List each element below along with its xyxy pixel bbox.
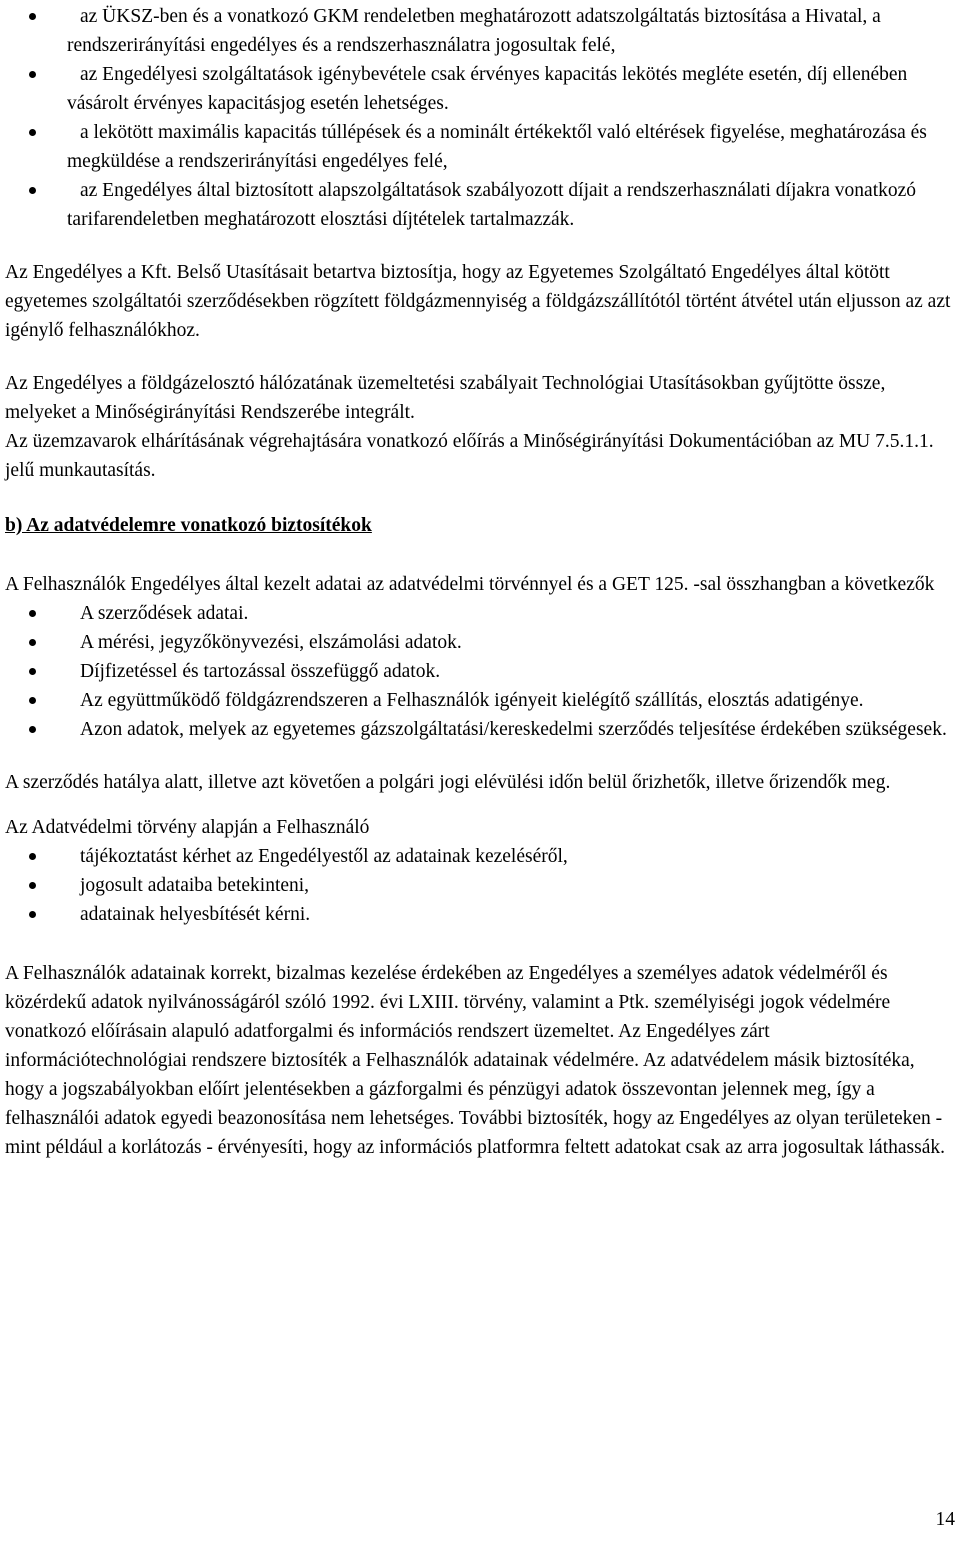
list-item: az Engedélyes által biztosított alapszolgáltatások szabályozott díjait a rendszerhasználati díjakra vonatkozó tarifarendeletben meghatározott elosztási díjtételek tartalmazzák. <box>5 176 953 234</box>
paragraph-law: Az Adatvédelmi törvény alapján a Felhasználó <box>5 817 370 838</box>
document-page <box>5 2 953 1162</box>
bullet-list-data-types <box>5 599 953 744</box>
bullet-list-services <box>5 2 953 234</box>
bullet-list-rights <box>5 842 953 929</box>
page-number: 14 <box>935 1509 955 1530</box>
list-item: adatainak helyesbítését kérni. <box>5 900 953 929</box>
paragraph-retention: A szerződés hatálya alatt, illetve azt követően a polgári jogi elévülési időn belül őrizhetők, illetve őrizendők meg. <box>5 772 891 793</box>
list-item: A szerződések adatai. <box>5 599 953 628</box>
list-item: az ÜKSZ-ben és a vonatkozó GKM rendeletben meghatározott adatszolgáltatás biztosítása a Hivatal, a rendszerirányítási engedélyes és a rendszerhasználatra jogosultak felé, <box>5 2 953 60</box>
paragraph-technology: Az Engedélyes a földgázelosztó hálózatának üzemeltetési szabályait Technológiai Utasításokban gyűjtötte össze, melyeket a Minőségirányítási Rendszerébe integrált. <box>5 373 886 423</box>
paragraph-outage: Az üzemzavarok elhárításának végrehajtására vonatkozó előírás a Minőségirányítási Dokumentációban az MU 7.5.1.1. jelű munkautasítás. <box>5 431 934 481</box>
list-item: Azon adatok, melyek az egyetemes gázszolgáltatási/kereskedelmi szerződés teljesítése érdekében szükségesek. <box>5 715 953 744</box>
section-heading-data-protection: b) Az adatvédelemre vonatkozó biztosítékok <box>5 515 372 536</box>
paragraph-data-scope: A Felhasználók Engedélyes által kezelt adatai az adatvédelmi törvénnyel és a GET 125. -sal összhangban a következők <box>5 574 935 595</box>
list-item: a lekötött maximális kapacitás túllépések és a nominált értékektől való eltérések figyelése, meghatározása és megküldése a rendszerirányítási engedélyes felé, <box>5 118 953 176</box>
list-item: jogosult adataiba betekinteni, <box>5 871 953 900</box>
paragraph-kft: Az Engedélyes a Kft. Belső Utasításait betartva biztosítja, hogy az Egyetemes Szolgáltató Engedélyes által kötött egyetemes szolgáltatói szerződésekben rögzített földgázmennyiség a földgázszállítótól történt átvétel után eljusson az azt igénylő felhasználókhoz. <box>5 262 951 341</box>
list-item: Az együttműködő földgázrendszeren a Felhasználók igényeit kielégítő szállítás, elosztás adatigénye. <box>5 686 953 715</box>
list-item: A mérési, jegyzőkönyvezési, elszámolási adatok. <box>5 628 953 657</box>
list-item: az Engedélyesi szolgáltatások igénybevétele csak érvényes kapacitás lekötés megléte esetén, díj ellenében vásárolt érvényes kapacitásjog esetén lehetséges. <box>5 60 953 118</box>
list-item: tájékoztatást kérhet az Engedélyestől az adatainak kezeléséről, <box>5 842 953 871</box>
paragraph-final: A Felhasználók adatainak korrekt, bizalmas kezelése érdekében az Engedélyes a személyes adatok védelméről és közérdekű adatok nyilvánosságáról szóló 1992. évi LXIII. törvény, valamint a Ptk. személyiségi jogok védelmére vonatkozó előírásain alapuló adatforgalmi és információs rendszert üzemeltet. Az Engedélyes zárt információtechnológiai rendszere biztosíték a Felhasználók adatainak védelmére. Az adatvédelem másik biztosítéka, hogy a jogszabályokban előírt jelentésekben a gázforgalmi és pénzügyi adatok összevontan jelennek meg, így a felhasználói adatok egyedi beazonosítása nem lehetséges. További biztosíték, hogy az Engedélyes az olyan területeken - mint például a korlátozás - érvényesíti, hogy az információs platformra feltett adatokat csak az arra jogosultak láthassák. <box>5 963 945 1158</box>
list-item: Díjfizetéssel és tartozással összefüggő adatok. <box>5 657 953 686</box>
